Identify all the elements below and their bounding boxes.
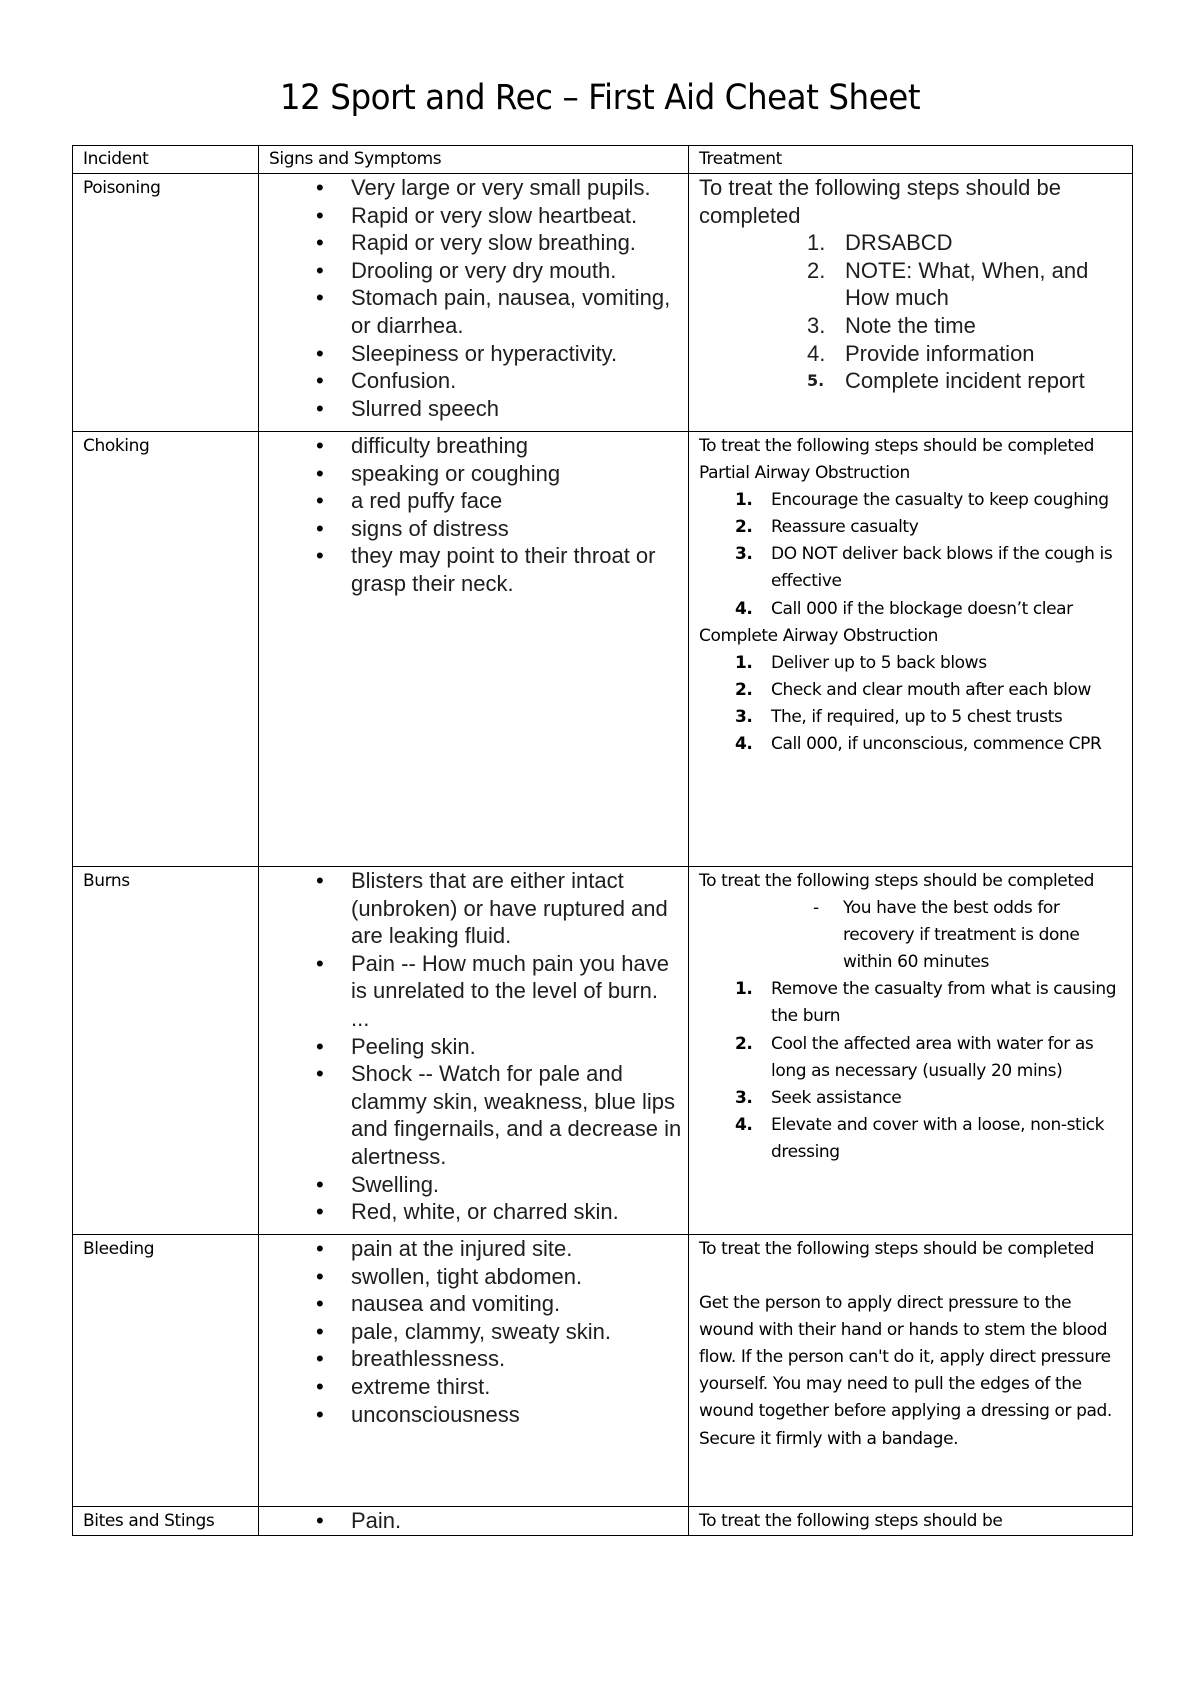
list-item	[807, 312, 1126, 340]
list-item	[735, 596, 1126, 623]
note-text: You have the best odds for recovery if treatment is done within 60 minutes	[843, 898, 1080, 973]
list-item	[735, 1112, 1126, 1166]
list-item: • nausea and vomiting.	[351, 1290, 682, 1318]
incident-column-header: Incident	[73, 146, 259, 174]
step-number: 2.	[807, 257, 826, 283]
incident-label: Choking	[73, 432, 259, 867]
list-item: • Drooling or very dry mouth.	[351, 257, 682, 285]
treatment-column-header: Treatment	[689, 146, 1133, 174]
signs-cell	[259, 174, 689, 432]
list-item: • Sleepiness or hyperactivity.	[351, 340, 682, 368]
list-item: • a red puffy face	[351, 487, 682, 515]
step-text: Encourage the casualty to keep coughing	[771, 490, 1109, 511]
step-number: 2.	[735, 517, 753, 538]
first-aid-table	[72, 145, 1133, 1536]
list-item	[807, 257, 1126, 312]
incident-label: Bleeding	[73, 1235, 259, 1507]
step-text: Seek assistance	[771, 1087, 902, 1108]
treatment-intro: To treat the following steps should be completed	[699, 175, 1062, 228]
step-number: 3.	[735, 706, 753, 727]
list-item	[735, 731, 1126, 758]
signs-cell	[259, 1507, 689, 1536]
treatment-steps	[699, 229, 1126, 395]
table-row-bites-and-stings	[73, 1507, 1133, 1536]
treatment-paragraph: Get the person to apply direct pressure to the wound with their hand or hands to stem the blood flow. If the person can't do it, apply direct pressure yourself. You may need to pull the edges of the wound together before applying a dressing or pad. Secure it firmly with a bandage.	[699, 1293, 1112, 1449]
list-item	[735, 976, 1126, 1030]
step-number: 4.	[735, 598, 753, 619]
incident-label: Bites and Stings	[73, 1507, 259, 1536]
list-item: • Pain.	[351, 1507, 682, 1535]
list-item: • Swelling.	[351, 1171, 682, 1199]
step-text: Deliver up to 5 back blows	[771, 652, 987, 673]
list-item: • Stomach pain, nausea, vomiting, or diarrhea.	[351, 284, 682, 339]
treatment-cell	[689, 174, 1133, 432]
treatment-intro: To treat the following steps should be completed	[699, 436, 1095, 456]
list-item	[735, 541, 1126, 595]
list-item: • Blisters that are either intact (unbroken) or have ruptured and are leaking fluid.	[351, 867, 682, 950]
step-text: DO NOT deliver back blows if the cough is effective	[771, 544, 1113, 592]
step-text: Reassure casualty	[771, 517, 919, 538]
step-text: DRSABCD	[845, 230, 953, 256]
list-item	[735, 514, 1126, 541]
list-item	[735, 650, 1126, 677]
list-item	[735, 704, 1126, 731]
list-item: • pain at the injured site.	[351, 1235, 682, 1263]
list-item: • extreme thirst.	[351, 1373, 682, 1401]
step-text: Provide information	[845, 340, 1035, 366]
step-text: Call 000, if unconscious, commence CPR	[771, 734, 1102, 755]
list-item	[735, 1031, 1126, 1085]
list-item: • breathlessness.	[351, 1345, 682, 1373]
subheading-partial-obstruction: Partial Airway Obstruction	[699, 463, 910, 484]
list-item: • pale, clammy, sweaty skin.	[351, 1318, 682, 1346]
list-item	[807, 367, 1126, 395]
step-number: 3.	[735, 1087, 753, 1108]
list-item: • unconsciousness	[351, 1401, 682, 1429]
step-text: Remove the casualty from what is causing the burn	[771, 979, 1117, 1027]
list-item: • Peeling skin.	[351, 1033, 682, 1061]
list-item: • swollen, tight abdomen.	[351, 1263, 682, 1291]
step-number: 3.	[735, 544, 753, 565]
treatment-intro: To treat the following steps should be completed	[699, 871, 1095, 891]
treatment-note	[699, 895, 1126, 976]
step-text: NOTE: What, When, and How much	[845, 257, 1089, 311]
step-text: Check and clear mouth after each blow	[771, 679, 1092, 700]
step-text: Elevate and cover with a loose, non-stick dressing	[771, 1114, 1105, 1162]
step-number: 5.	[807, 371, 825, 391]
treatment-cell	[689, 867, 1133, 1235]
list-item: • Pain -- How much pain you have is unrelated to the level of burn. ...	[351, 950, 682, 1033]
incident-label: Poisoning	[73, 174, 259, 432]
treatment-cell	[689, 1507, 1133, 1536]
list-item	[807, 340, 1126, 368]
treatment-steps	[699, 650, 1126, 758]
table-row-poisoning	[73, 174, 1133, 432]
table-row-burns	[73, 867, 1133, 1235]
subheading-complete-obstruction: Complete Airway Obstruction	[699, 625, 939, 646]
table-row-choking	[73, 432, 1133, 867]
signs-list	[269, 174, 682, 422]
incident-label: Burns	[73, 867, 259, 1235]
step-number: 4.	[807, 340, 826, 366]
page-title: 12 Sport and Rec – First Aid Cheat Sheet	[279, 78, 921, 118]
step-number: 2.	[735, 679, 753, 700]
step-number: 4.	[735, 734, 753, 755]
list-item	[807, 229, 1126, 257]
step-number: 1.	[735, 979, 753, 1000]
signs-cell	[259, 867, 689, 1235]
list-item: • Red, white, or charred skin.	[351, 1198, 682, 1226]
step-number: 1.	[735, 490, 753, 511]
spacer	[699, 1263, 1126, 1290]
treatment-cell	[689, 1235, 1133, 1507]
signs-list	[269, 432, 682, 598]
signs-list	[269, 867, 682, 1226]
table-header-row	[73, 146, 1133, 174]
table-row-bleeding	[73, 1235, 1133, 1507]
list-item: • Confusion.	[351, 367, 682, 395]
step-number: 2.	[735, 1033, 753, 1054]
list-item: • Shock -- Watch for pale and clammy skin, weakness, blue lips and fingernails, and a decrease in alertness.	[351, 1060, 682, 1170]
list-item	[735, 677, 1126, 704]
step-number: 1.	[735, 652, 753, 673]
signs-cell	[259, 432, 689, 867]
list-item: • speaking or coughing	[351, 460, 682, 488]
list-item: • Very large or very small pupils.	[351, 174, 682, 202]
signs-column-header: Signs and Symptoms	[259, 146, 689, 174]
list-item: • Slurred speech	[351, 395, 682, 423]
treatment-steps	[699, 976, 1126, 1166]
step-number: 1.	[807, 230, 826, 256]
list-item: • they may point to their throat or grasp their neck.	[351, 542, 682, 597]
list-item	[735, 487, 1126, 514]
step-text: Complete incident report	[845, 368, 1085, 394]
step-text: The, if required, up to 5 chest trusts	[771, 706, 1063, 727]
step-text: Cool the affected area with water for as long as necessary (usually 20 mins)	[771, 1033, 1094, 1081]
list-item: • Rapid or very slow heartbeat.	[351, 202, 682, 230]
list-item: • signs of distress	[351, 515, 682, 543]
step-number: 4.	[735, 1114, 753, 1135]
list-item: • difficulty breathing	[351, 432, 682, 460]
dash-marker: -	[813, 898, 819, 919]
treatment-steps	[699, 487, 1126, 622]
treatment-cell	[689, 432, 1133, 867]
step-text: Call 000 if the blockage doesn’t clear	[771, 598, 1073, 619]
step-text: Note the time	[845, 312, 976, 338]
signs-list	[269, 1507, 682, 1535]
list-item	[735, 1085, 1126, 1112]
treatment-intro: To treat the following steps should be completed	[699, 1239, 1095, 1259]
step-number: 3.	[807, 312, 826, 338]
signs-list	[269, 1235, 682, 1428]
list-item: • Rapid or very slow breathing.	[351, 229, 682, 257]
treatment-intro: To treat the following steps should be	[699, 1511, 1003, 1531]
signs-cell	[259, 1235, 689, 1507]
